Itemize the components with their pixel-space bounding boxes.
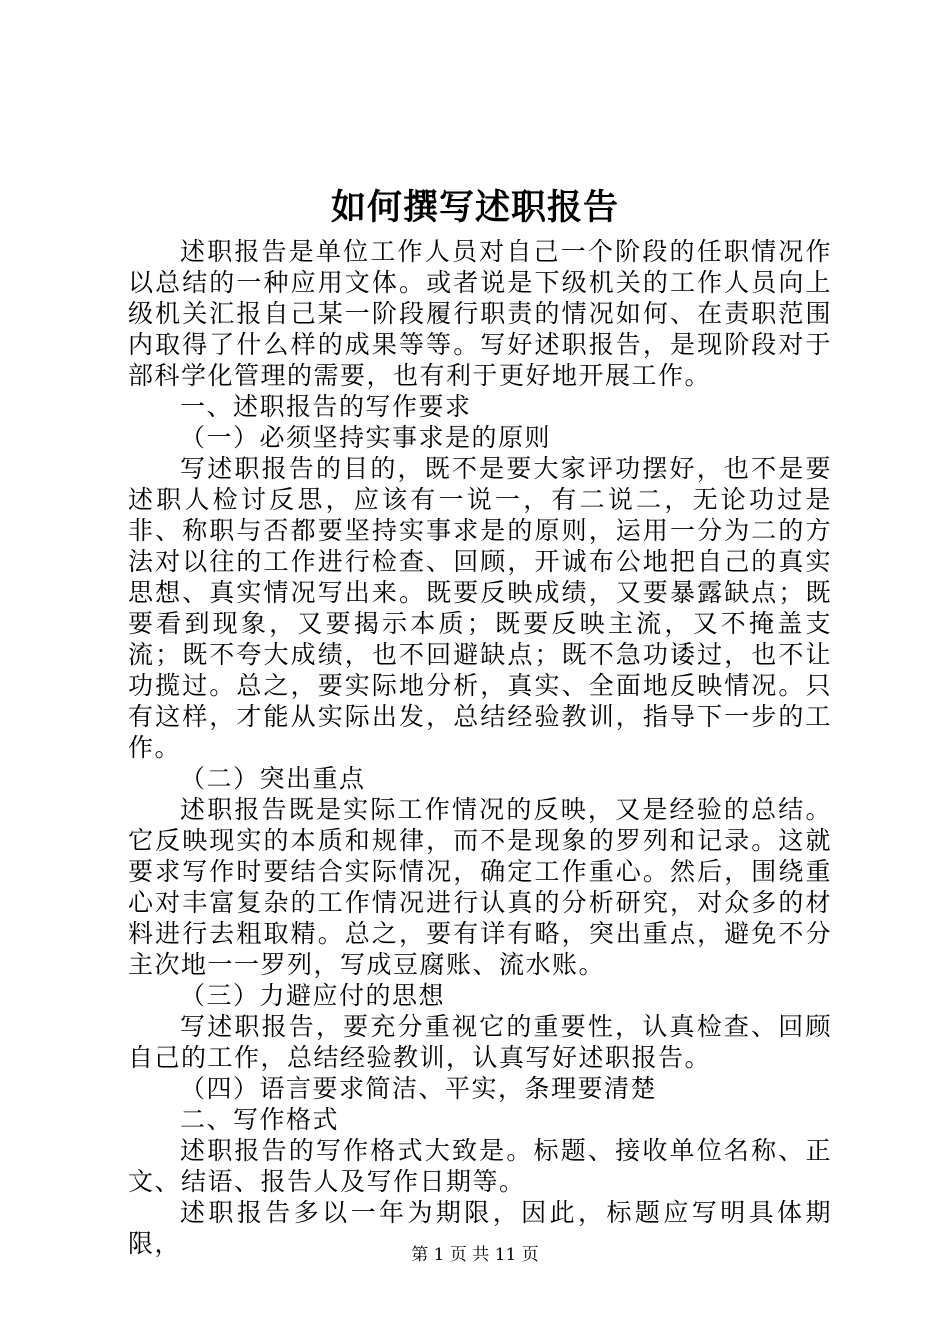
section-2-paragraph-1: 述职报告的写作格式大致是。标题、接收单位名称、正文、结语、报告人及写作日期等。 [128, 1136, 832, 1196]
section-2-paragraph-2: 述职报告多以一年为期限，因此，标题应写明具体期限， [128, 1198, 832, 1258]
subsection-2-heading: （二）突出重点 [180, 764, 366, 793]
subsection-2-paragraph: 述职报告既是实际工作情况的反映，又是经验的总结。它反映现实的本质和规律，而不是现象的罗列和记录。这就要求写作时要结合实际情况，确定工作重心。然后，围绕重心对丰富复杂的工作情况进行认真的分析研究，对众多的材料进行去粗取精。总之，要有详有略，突出重点，避免不分主次地一一罗列，写成豆腐账、流水账。 [128, 795, 832, 979]
section-1-heading: 一、述职报告的写作要求 [180, 392, 472, 421]
document-body [128, 236, 832, 1259]
subsection-4-heading: （四）语言要求简洁、平实，条理要清楚 [180, 1074, 658, 1103]
page-footer: 第 1 页 共 11 页 [411, 1245, 539, 1265]
intro-paragraph: 述职报告是单位工作人员对自己一个阶段的任职情况作以总结的一种应用文体。或者说是下级机关的工作人员向上级机关汇报自己某一阶段履行职责的情况如何、在责职范围内取得了什么样的成果等等。写好述职报告，是现阶段对于部科学化管理的需要，也有利于更好地开展工作。 [128, 237, 832, 390]
subsection-1-paragraph: 写述职报告的目的，既不是要大家评功摆好，也不是要述职人检讨反思，应该有一说一，有二说二，无论功过是非、称职与否都要坚持实事求是的原则，运用一分为二的方法对以往的工作进行检查、回顾，开诚布公地把自己的真实思想、真实情况写出来。既要反映成绩，又要暴露缺点；既要看到现象，又要揭示本质；既要反映主流，又不掩盖支流；既不夸大成绩，也不回避缺点；既不急功诿过，也不让功揽过。总之，要实际地分析，真实、全面地反映情况。只有这样，才能从实际出发，总结经验教训，指导下一步的工作。 [128, 454, 832, 762]
section-2-heading: 二、写作格式 [180, 1105, 340, 1134]
subsection-3-heading: （三）力避应付的思想 [180, 981, 446, 1010]
document-title: 如何撰写述职报告 [330, 187, 619, 228]
subsection-1-heading: （一）必须坚持实事求是的原则 [180, 423, 552, 452]
subsection-3-paragraph: 写述职报告，要充分重视它的重要性，认真检查、回顾自己的工作，总结经验教训，认真写好述职报告。 [128, 1012, 832, 1072]
